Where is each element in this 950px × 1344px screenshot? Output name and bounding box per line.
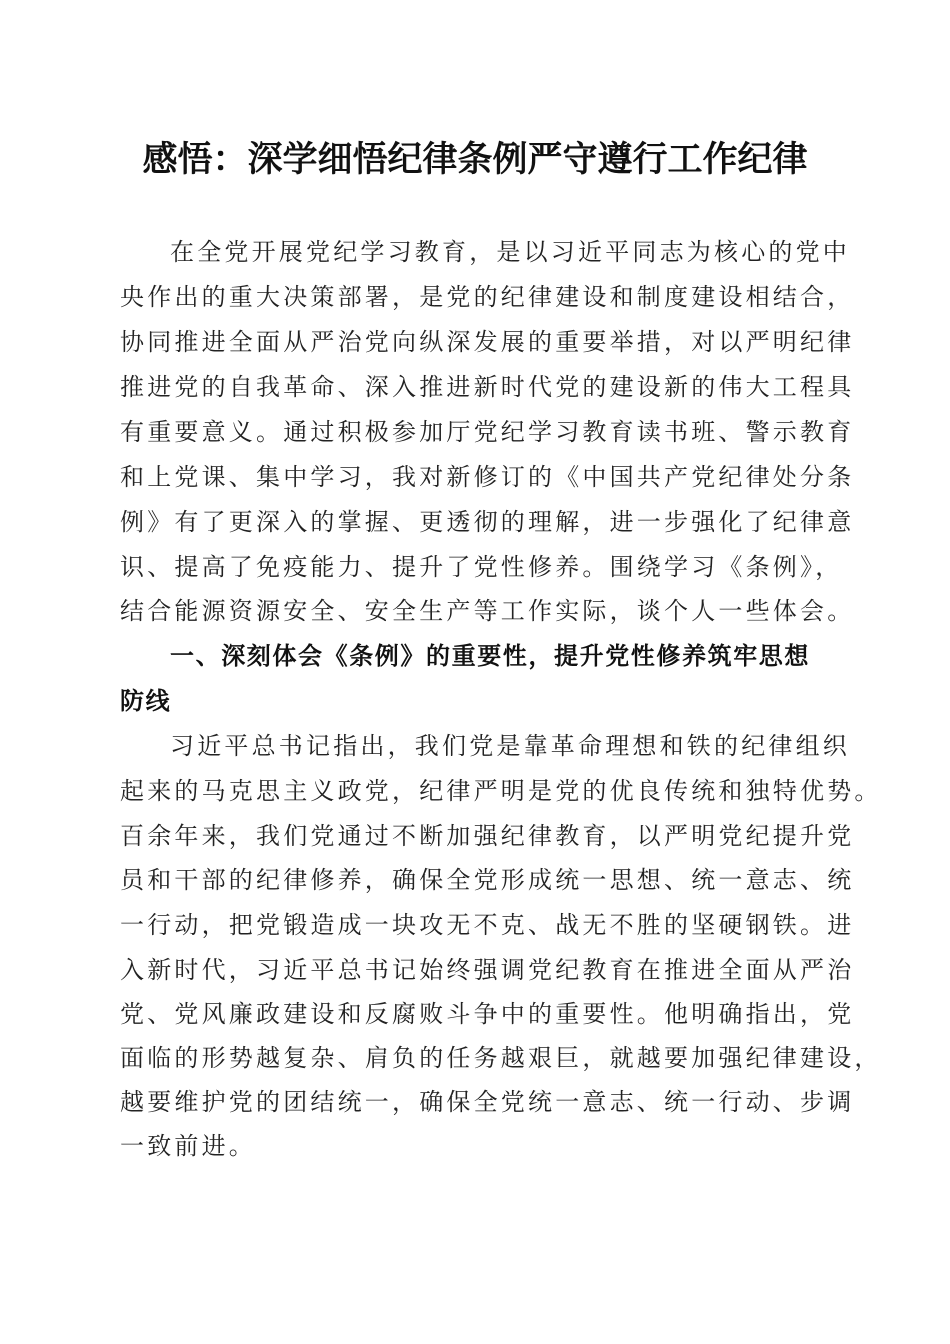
paragraph-line: 协同推进全面从严治党向纵深发展的重要举措，对以严明纪律 xyxy=(120,328,855,356)
paragraph-line: 结合能源资源安全、安全生产等工作实际，谈个人一些体会。 xyxy=(120,597,855,625)
paragraph-line: 有重要意义。通过积极参加厅党纪学习教育读书班、警示教育 xyxy=(120,418,855,446)
paragraph-line: 习近平总书记指出，我们党是靠革命理想和铁的纪律组织 xyxy=(170,732,850,760)
section-heading: 防线 xyxy=(120,687,172,715)
paragraph-line: 入新时代，习近平总书记始终强调党纪教育在推进全面从严治 xyxy=(120,956,855,984)
paragraph-line: 央作出的重大决策部署，是党的纪律建设和制度建设相结合， xyxy=(120,283,855,311)
paragraph-line: 在全党开展党纪学习教育，是以习近平同志为核心的党中 xyxy=(170,238,850,266)
paragraph-line: 面临的形势越复杂、肩负的任务越艰巨，就越要加强纪律建设， xyxy=(120,1044,882,1072)
paragraph-line: 越要维护党的团结统一，确保全党统一意志、统一行动、步调 xyxy=(120,1088,855,1116)
paragraph-line: 起来的马克思主义政党，纪律严明是党的优良传统和独特优势。 xyxy=(120,777,882,805)
paragraph-line: 党、党风廉政建设和反腐败斗争中的重要性。他明确指出，党 xyxy=(120,1000,855,1028)
paragraph-line: 例》有了更深入的掌握、更透彻的理解，进一步强化了纪律意 xyxy=(120,508,855,536)
paragraph-line: 推进党的自我革命、深入推进新时代党的建设新的伟大工程具 xyxy=(120,373,855,401)
paragraph-line: 识、提高了免疫能力、提升了党性修养。围绕学习《条例》， xyxy=(120,553,843,581)
paragraph-line: 一致前进。 xyxy=(120,1132,256,1160)
section-heading: 一、深刻体会《条例》的重要性，提升党性修养筑牢思想 xyxy=(170,642,810,670)
document-title: 感悟：深学细悟纪律条例严守遵行工作纪律 xyxy=(142,139,808,180)
paragraph-line: 和上党课、集中学习，我对新修订的《中国共产党纪律处分条 xyxy=(120,463,855,491)
paragraph-line: 一行动，把党锻造成一块攻无不克、战无不胜的坚硬钢铁。进 xyxy=(120,911,855,939)
paragraph-line: 百余年来，我们党通过不断加强纪律教育，以严明党纪提升党 xyxy=(120,822,855,850)
paragraph-line: 员和干部的纪律修养，确保全党形成统一思想、统一意志、统 xyxy=(120,866,855,894)
